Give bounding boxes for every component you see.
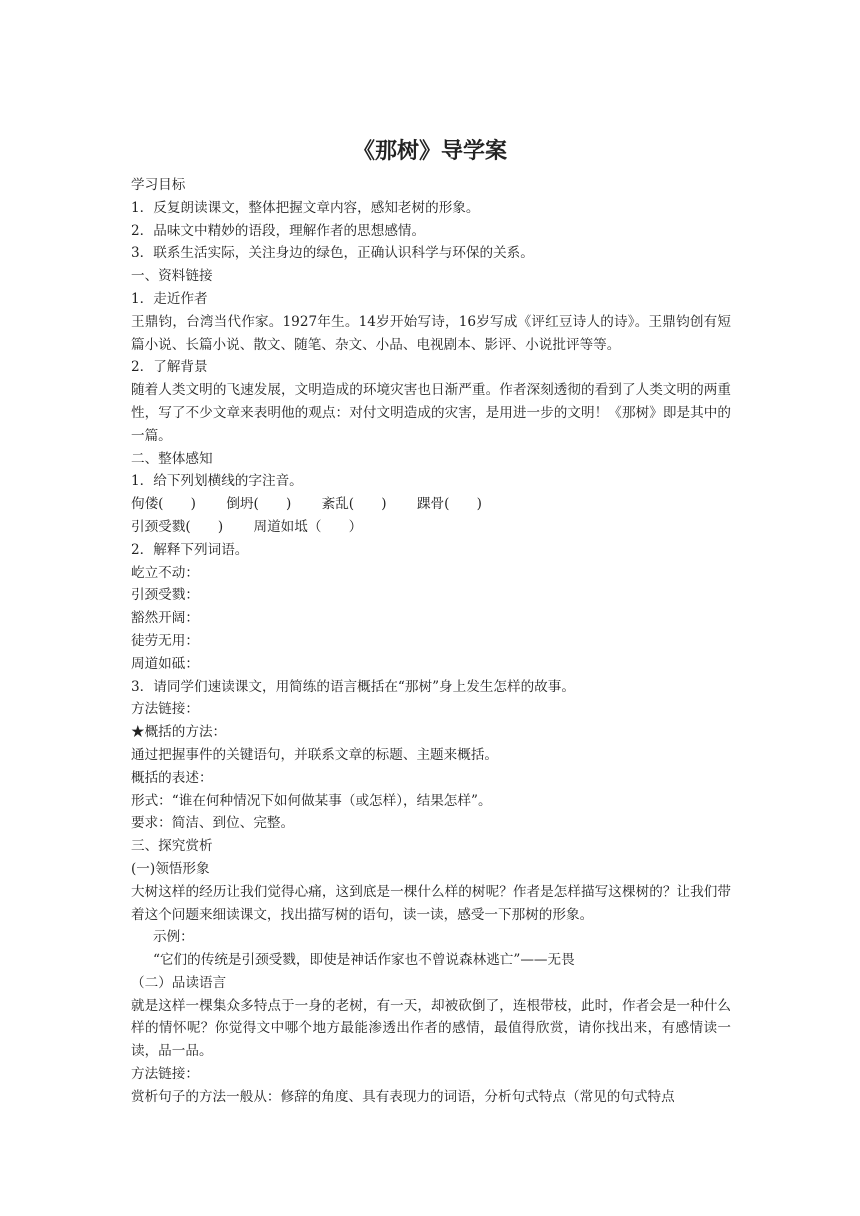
question-item: 1．给下列划横线的字注音。 <box>131 473 303 490</box>
method-heading: 方法链接： <box>131 1066 199 1083</box>
page-title: 《那树》导学案 <box>352 139 507 164</box>
author-paragraph: 王鼎钧，台湾当代作家。1927年生。14岁开始写诗，16岁写成《评红豆诗人的诗》。王鼎钧创有短篇小说、长篇小说、散文、随笔、杂文、小品、电视剧本、影评、小说批评等等。 <box>131 313 731 353</box>
method-text: 通过把握事件的关键语句，并联系文章的标题、主题来概括。 <box>131 746 499 763</box>
method-text: 赏析句子的方法一般从：修辞的角度、具有表现力的词语，分析句式特点（常见的句式特点 <box>131 1088 675 1105</box>
subsection-heading: （二）品读语言 <box>131 974 227 991</box>
question-item: 2．解释下列词语。 <box>131 541 249 558</box>
pinyin-blank: 倒坍( ) <box>226 496 292 513</box>
section-heading: 二、整体感知 <box>131 450 213 467</box>
language-paragraph: 就是这样一棵集众多特点于一身的老树，有一天，却被砍倒了，连根带枝，此时，作者会是一种什么样的情怀呢？你觉得文中哪个地方最能渗透出作者的感情，最值得欣赏，请你找出来，有感情读一读，品一品。 <box>131 997 731 1060</box>
question-item: 3．请同学们速读课文，用简练的语言概括在“那树”身上发生怎样的故事。 <box>131 678 575 695</box>
method-text: 形式：“谁在何种情况下如何做某事（或怎样），结果怎样”。 <box>131 792 492 809</box>
background-paragraph: 随着人类文明的飞速发展，文明造成的环境灾害也日渐严重。作者深刻透彻的看到了人类文明的两重性，写了不少文章来表明他的观点：对付文明造成的灾害，是用进一步的文明！《那树》即是其中的一篇。 <box>131 382 731 444</box>
subsection-heading: 2．了解背景 <box>131 359 208 376</box>
term-item: 引颈受戮： <box>131 587 199 604</box>
subsection-heading: 1．走近作者 <box>131 290 208 307</box>
section-heading: 学习目标 <box>131 177 186 193</box>
example-label: 示例： <box>153 929 194 946</box>
pinyin-blank: 引颈受戮( ) <box>131 518 224 535</box>
pinyin-blank: 周道如坻（ ） <box>253 518 363 535</box>
pinyin-blank: 踝骨( ) <box>416 496 482 513</box>
term-item: 屹立不动： <box>131 564 199 581</box>
pinyin-blank: 佝偻( ) <box>131 496 196 513</box>
document-body <box>131 174 731 1109</box>
section-heading: 一、资料链接 <box>131 268 213 285</box>
goal-item: 3．联系生活实际，关注身边的绿色，正确认识科学与环保的关系。 <box>131 245 534 262</box>
term-item: 徒劳无用： <box>131 632 199 649</box>
method-heading: 方法链接： <box>131 701 199 718</box>
pinyin-row <box>131 493 731 516</box>
term-item: 豁然开阔： <box>131 610 199 627</box>
method-subheading: 概括的表述： <box>131 769 213 786</box>
method-subheading: ★概括的方法： <box>131 724 227 741</box>
method-text: 要求：简洁、到位、完整。 <box>131 815 295 832</box>
pinyin-row <box>131 516 731 539</box>
goal-item: 1．反复朗读课文，整体把握文章内容，感知老树的形象。 <box>131 199 480 216</box>
term-item: 周道如砥： <box>131 655 199 672</box>
subsection-heading: (一)领悟形象 <box>131 860 210 877</box>
goal-item: 2．品味文中精妙的语段，理解作者的思想感情。 <box>131 222 426 239</box>
analysis-paragraph: 大树这样的经历让我们觉得心痛，这到底是一棵什么样的树呢？作者是怎样描写这棵树的？让我们带着这个问题来细读课文，找出描写树的语句，读一读，感受一下那树的形象。 <box>131 883 731 923</box>
pinyin-blank: 紊乱( ) <box>321 496 387 513</box>
section-heading: 三、探究赏析 <box>131 838 213 855</box>
example-text: “它们的传统是引颈受戮，即使是神话作家也不曾说森林逃亡”——无畏 <box>153 952 575 969</box>
